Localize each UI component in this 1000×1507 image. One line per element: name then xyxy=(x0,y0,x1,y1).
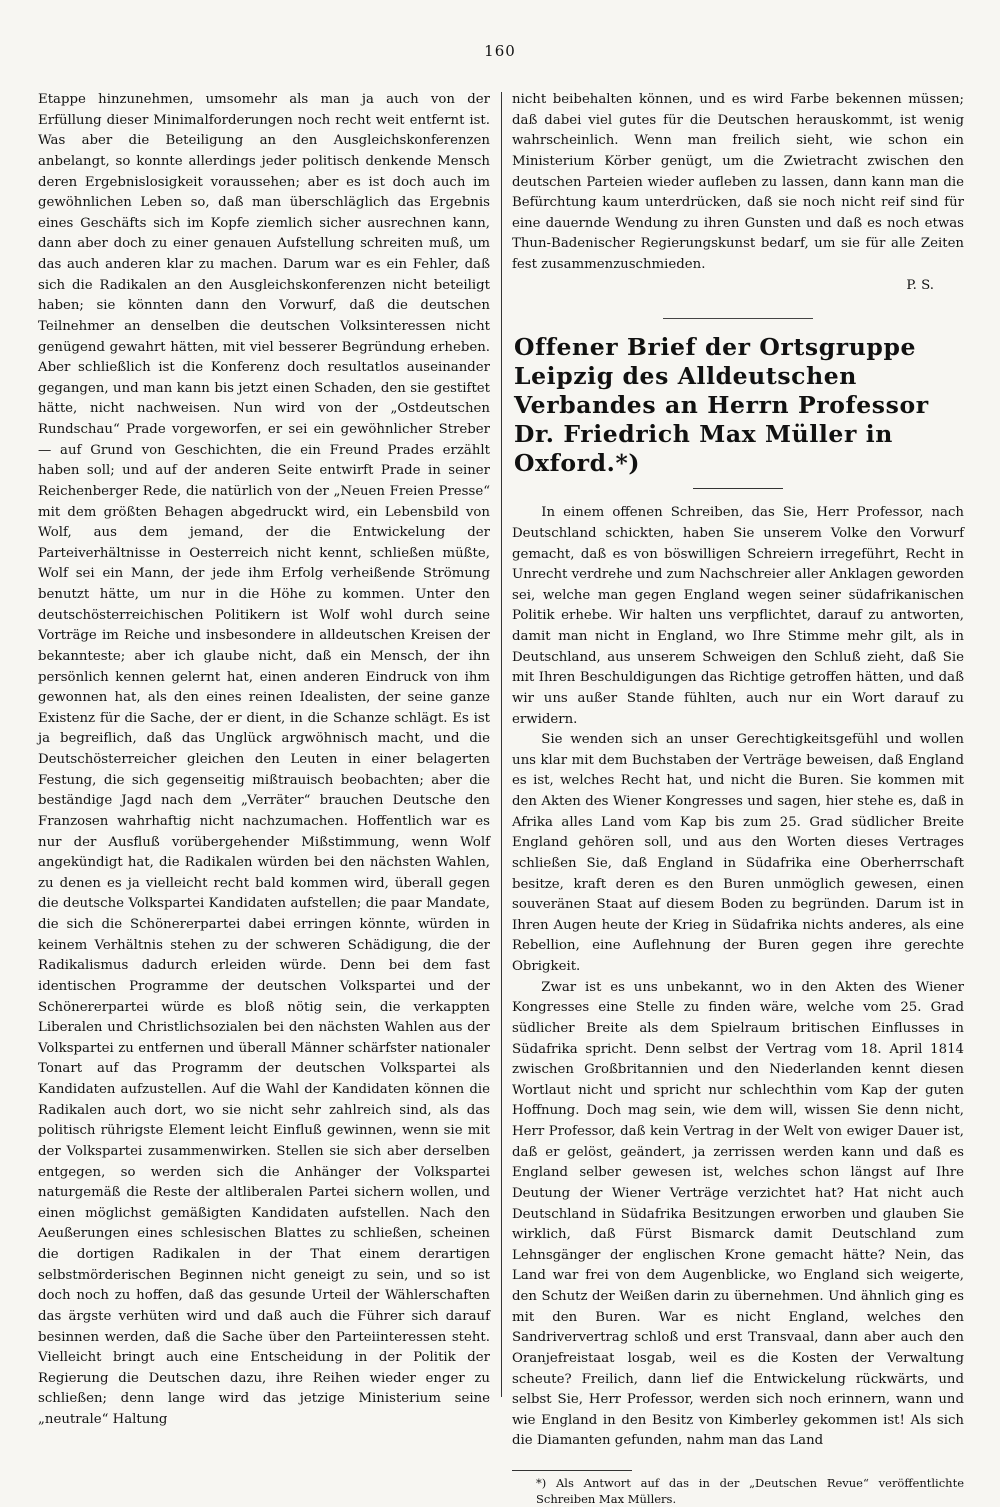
left-column-paragraph: Etappe hinzunehmen, umsomehr als man ja auch von der Erfüllung dieser Minimalforderungen noch recht weit entfernt ist. Was aber die Beteiligung an den Ausgleichskonferenzen anbelangt, so konnte allerdings jeder politisch denkende Mensch deren Ergebnislosigkeit voraussehen; aber es ist doch auch im gewöhnlichen Leben so, daß man überschläglich das Ergebnis eines Geschäfts sich im Kopfe ziemlich sicher ausrechnen kann, dann aber doch zu einer genauen Aufstellung schreiten muß, um das auch anderen klar zu machen. Darum war es ein Fehler, daß sich die Radikalen an den Ausgleichskonferenzen nicht beteiligt haben; sie könnten dann den Vorwurf, daß die deutschen Teilnehmer an denselben die deutschen Volksinteressen nicht genügend gewahrt hätten, mit viel besserer Begründung erheben. Aber schließlich ist die Konferenz doch resultatlos auseinander gegangen, und man kann bis jetzt einen Schaden, den sie gestiftet hätte, nicht nachweisen. Nun wird von der „Ostdeutschen Rundschau“ Prade vorgeworfen, er sei ein gewöhnlicher Streber — auf Grund von Geschichten, die ein Freund Prades erzählt haben soll; und auf der anderen Seite entwirft Prade in seiner Reichenberger Rede, die natürlich von der „Neuen Freien Presse“ mit dem größten Behagen abgedruckt wird, ein Lebensbild von Wolf, aus dem jemand, der die Entwickelung der Parteiverhältnisse in Oesterreich nicht kennt, schließen müßte, Wolf sei ein Mann, der jede ihm Erfolg verheißende Strömung benutzt hätte, um nur in die Höhe zu kommen. Unter den deutschösterreichischen Politikern ist Wolf wohl durch seine Vorträge im Reiche und insbesondere in alldeutschen Kreisen der bekannteste; aber ich glaube nicht, daß ein Mensch, der ihn persönlich kennen gelernt hat, einen anderen Eindruck von ihm gewonnen hat, als den eines reinen Idealisten, der seine ganze Existenz für die Sache, der er dient, in die Schanze schlägt. Es ist ja begreiflich, daß das Unglück argwöhnisch macht, und die Deutschösterreicher gleichen den Leuten in einer belagerten Festung, die sich gegenseitig mißtrauisch beobachten; aber die beständige Jagd nach dem „Verräter“ brauchen Deutsche den Franzosen wahrhaftig nicht nachzumachen. Hoffentlich war es nur der Ausfluß vorübergehender Mißstimmung, wenn Wolf angekündigt hat, die Radikalen würden bei den nächsten Wahlen, zu denen es ja vielleicht recht bald kommen wird, überall gegen die deutsche Volkspartei Kandidaten aufstellen; die paar Mandate, die sich die Schönererpartei dabei erringen könnte, würden in keinem Verhältnis stehen zu der schweren Schädigung, die der Radikalismus dadurch erleiden würde. Denn bei dem fast identischen Programme der deutschen Volkspartei und der Schönererpartei würde es bloß nötig sein, die verkappten Liberalen und Christlichsozialen bei den nächsten Wahlen aus der Volkspartei zu entfernen und überall Männer schärfster nationaler Tonart auf das Programm der deutschen Volkspartei als Kandidaten aufzustellen. Auf die Wahl der Kandidaten können die Radikalen auch dort, wo sie nicht sehr zahlreich sind, als das politisch rührigste Element leicht Einfluß gewinnen, wenn sie mit der Volkspartei zusammenwirken. Stellen sie sich aber derselben entgegen, so werden sich die Anhänger der Volkspartei naturgemäß die Reste der altliberalen Partei sichern wollen, und einen möglichst gemäßigten Kandidaten aufstellen. Nach den Aeußerungen eines schlesischen Blattes zu schließen, scheinen die dortigen Radikalen in der That einem derartigen selbstmörderischen Beginnen nicht geneigt zu sein, und so ist doch noch zu hoffen, daß das gesunde Urteil der Wählerschaften das ärgste verhüten wird und daß auch die Führer sich darauf besinnen werden, daß die Sache über den Parteiinteressen steht. Vielleicht bringt auch eine Entscheidung in der Politik der Regierung die Deutschen dazu, ihre Reihen wieder enger zu schließen; denn lange wird das jetzige Ministerium seine „neutrale“ Haltung xyxy=(38,92,490,1427)
article-paragraph: Sie wenden sich an unser Gerechtigkeitsgefühl und wollen uns klar mit dem Buchstaben der Verträge beweisen, daß England es ist, welches Recht hat, und nicht die Buren. Sie kommen mit den Akten des Wiener Kongresses und sagen, hier stehe es, daß in Afrika alles Land vom Kap bis zum 25. Grad südlicher Breite England gehören soll, und aus den Worten dieses Vertrages schließen Sie, daß England in Südafrika eine Oberherrschaft besitze, kraft deren es den Buren unmöglich gewesen, einen souveränen Staat auf diesem Boden zu begründen. Darum ist in Ihren Augen heute der Krieg in Südafrika nichts anderes, als eine Rebellion, eine Auflehnung der Buren gegen ihre gerechte Obrigkeit. xyxy=(512,732,964,974)
footnote-rule xyxy=(512,1470,632,1471)
article-paragraph: In einem offenen Schreiben, das Sie, Herr Professor, nach Deutschland schickten, haben Sie unserem Volke den Vorwurf gemacht, daß es von böswilligen Schreiern irregeführt, Recht in Unrecht verdrehe und zum Nachschreier aller Anklagen geworden sei, welche man gegen England wegen seiner südafrikanischen Politik erhebe. Wir halten uns verpflichtet, darauf zu antworten, damit man nicht in England, wo Ihre Stimme mehr gilt, als in Deutschland, aus unserem Schweigen den Schluß zieht, daß Sie mit Ihren Beschuldigungen das Richtige getroffen hätten, und daß wir uns außer Stande fühlten, auch nur ein Wort darauf zu erwidern. xyxy=(512,505,964,727)
page-number: 160 xyxy=(484,42,516,60)
right-column xyxy=(512,90,964,1507)
signature: P. S. xyxy=(906,277,934,293)
column-divider xyxy=(501,92,502,1397)
left-column xyxy=(38,90,490,1431)
previous-article-continuation: nicht beibehalten können, und es wird Farbe bekennen müssen; daß dabei viel gutes für die Deutschen herauskommt, ist wenig wahrscheinlich. Wenn man freilich sieht, wie schon ein Ministerium Körber genügt, um die Zwietracht zwischen den deutschen Parteien wieder aufleben zu lassen, dann kann man die Befürchtung kaum unterdrücken, daß sie noch nicht reif sind für eine dauernde Wendung zu ihren Gunsten und daß es noch etwas Thun-Badenischer Regierungskunst bedarf, um sie für alle Zeiten fest zusammenzuschmieden. xyxy=(512,92,964,272)
footnote: *) Als Antwort auf das in der „Deutschen Revue“ veröffentlichte Schreiben Max Müllers. xyxy=(536,1476,964,1506)
title-rule xyxy=(693,488,783,489)
article-paragraph: Zwar ist es uns unbekannt, wo in den Akten des Wiener Kongresses eine Stelle zu finden wäre, welche vom 25. Grad südlicher Breite als dem Spielraum britischen Einflusses in Südafrika spricht. Denn selbst der Vertrag vom 18. April 1814 zwischen Großbritannien und den Niederlanden kennt diesen Wortlaut nicht und spricht nur schlechthin vom Kap der guten Hoffnung. Doch mag sein, wie dem will, wissen Sie denn nicht, Herr Professor, daß kein Vertrag in der Welt von ewiger Dauer ist, daß er gelöst, geändert, ja zerrissen werden kann und daß es England selber gewesen ist, welches schon längst auf Ihre Deutung der Wiener Verträge verzichtet hat? Hat nicht auch Deutschland in Südafrika Besitzungen erworben und glauben Sie wirklich, daß Fürst Bismarck damit Deutschland zum Lehnsgänger der englischen Krone gemacht hätte? Nein, das Land war frei von dem Augenblicke, wo England sich weigerte, den Schutz der Weißen darin zu übernehmen. Und ähnlich ging es mit den Buren. War es nicht England, welches den Sandriververtrag schloß und erst Transvaal, dann aber auch den Oranjefreistaat losgab, weil es die Kosten der Verwaltung scheute? Freilich, dann lief die Entwickelung rückwärts, und selbst Sie, Herr Professor, werden sich noch erinnern, wann und wie England in den Besitz von Kimberley gekommen ist! Als sich die Diamanten gefunden, nahm man das Land xyxy=(512,979,964,1449)
article-title: Offener Brief der Ortsgruppe Leipzig des Alldeutschen Verbandes an Herrn Professor Dr. Friedrich Max Müller in Oxford.*) xyxy=(514,333,929,478)
article-separator xyxy=(663,318,813,319)
